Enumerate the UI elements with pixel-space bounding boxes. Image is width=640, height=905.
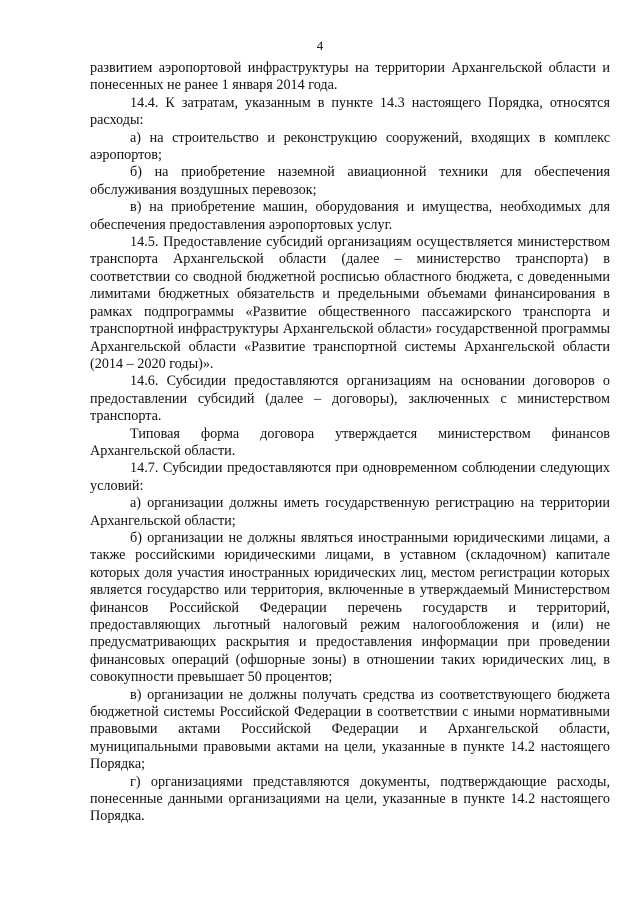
paragraph: Типовая форма договора утверждается министерством финансов Архангельской области. bbox=[90, 425, 610, 459]
paragraph: 14.7. Субсидии предоставляются при одновременном соблюдении следующих условий: bbox=[90, 460, 610, 494]
paragraph: а) организации должны иметь государственную регистрацию на территории Архангельской области; bbox=[90, 495, 610, 529]
paragraph: г) организациями представляются документы, подтверждающие расходы, понесенные данными организациями на цели, указанные в пункте 14.2 настоящего Порядка. bbox=[90, 773, 610, 825]
paragraph: 14.4. К затратам, указанным в пункте 14.3 настоящего Порядка, относятся расходы: bbox=[90, 94, 610, 129]
paragraph: в) организации не должны получать средства из соответствующего бюджета бюджетной системы Российской Федерации в соответствии с иными нормативными правовыми актами Российской Федерации и Архангельской области, муниципальными правовыми актами на цели, указанные в пункте 14.2 настоящего Порядка; bbox=[90, 686, 610, 773]
paragraph: 14.5. Предоставление субсидий организациям осуществляется министерством транспорта Архангельской области (далее – министерство транспорта) в соответствии со сводной бюджетной росписью областного бюджета, с доведенными лимитами бюджетных обязательств и предельными объемами финансирования в рамках подпрограммы «Развитие общественного пассажирского транспорта и транспортной инфраструктуры Архангельской области» государственной программы Архангельской области «Развитие транспортной системы Архангельской области (2014 – 2020 годы)». bbox=[90, 234, 610, 372]
paragraph: 14.6. Субсидии предоставляются организациям на основании договоров о предоставлении субсидий (далее – договоры), заключенных с министерством транспорта. bbox=[90, 373, 610, 425]
page-number: 4 bbox=[316, 38, 324, 53]
paragraph: в) на приобретение машин, оборудования и имущества, необходимых для обеспечения предоставления аэропортовых услуг. bbox=[90, 199, 610, 233]
document-body bbox=[90, 60, 610, 826]
paragraph: б) организации не должны являться иностранными юридическими лицами, а также российскими юридическими лицами, в уставном (складочном) капитале которых доля участия иностранных юридических лиц, местом регистрации которых является государство или территория, включенные в утверждаемый Министерством финансов Российской Федерации перечень государств и территорий, предоставляющих льготный налоговый режим налогообложения и (или) не предусматривающих раскрытия и предоставления информации при проведении финансовых операций (офшорные зоны) в отношении таких юридических лиц, в совокупности превышает 50 процентов; bbox=[90, 529, 610, 686]
paragraph: а) на строительство и реконструкцию сооружений, входящих в комплекс аэропортов; bbox=[90, 129, 610, 164]
paragraph: б) на приобретение наземной авиационной техники для обеспечения обслуживания воздушных перевозок; bbox=[90, 164, 610, 198]
paragraph: развитием аэропортовой инфраструктуры на территории Архангельской области и понесенных не ранее 1 января 2014 года. bbox=[90, 60, 610, 94]
